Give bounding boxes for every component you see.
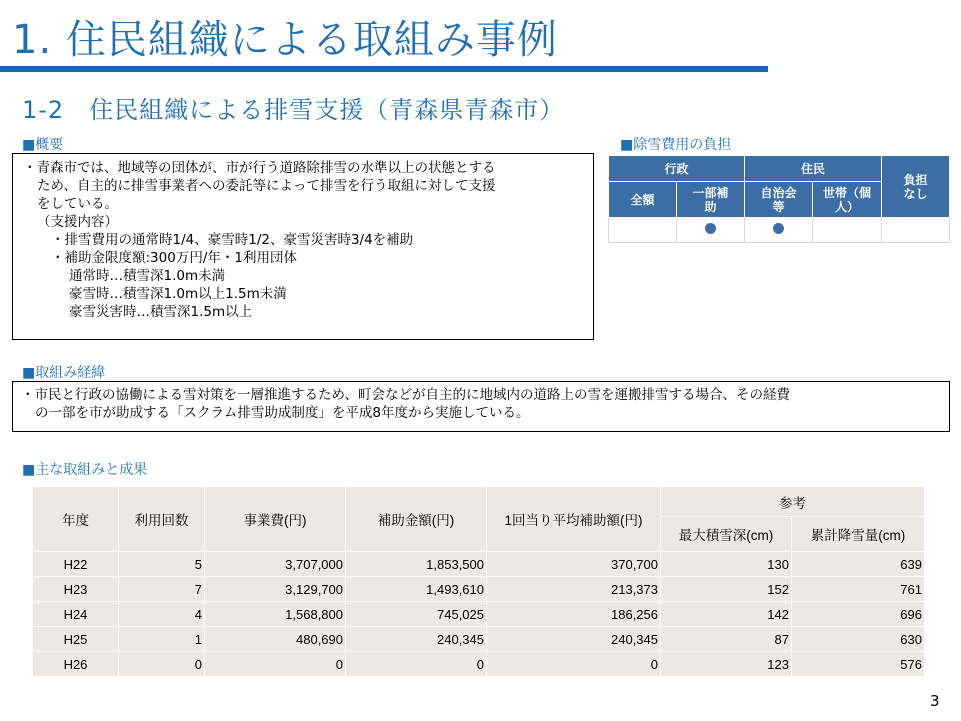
- overview-line: ため、自主的に排雪事業者への委託等によって排雪を行う取組に対して支援: [37, 178, 496, 194]
- data-cell: 630: [792, 627, 925, 652]
- header-max-snow: 最大積雪深(cm): [661, 517, 792, 552]
- burden-cell: [677, 218, 745, 243]
- burden-mark-dot: [705, 223, 716, 234]
- data-cell: 3,129,700: [205, 577, 346, 602]
- data-cell: 370,700: [487, 552, 661, 577]
- header-year: 年度: [33, 487, 119, 552]
- data-cell: 1,853,500: [346, 552, 487, 577]
- table-row: [33, 552, 925, 577]
- data-cell: 213,373: [487, 577, 661, 602]
- overview-line: 豪雪災害時…積雪深1.5m以上: [69, 304, 253, 320]
- data-cell: 745,025: [346, 602, 487, 627]
- overview-line: （支援内容）: [37, 214, 118, 230]
- data-cell: 240,345: [487, 627, 661, 652]
- overview-line: をしている。: [37, 196, 118, 212]
- burden-cell: [609, 218, 677, 243]
- history-line: の一部を市が助成する「スクラム排雪助成制度」を平成8年度から実施している。: [35, 405, 530, 421]
- data-cell: 0: [119, 652, 205, 677]
- overview-box: [12, 153, 594, 340]
- data-cell: 696: [792, 602, 925, 627]
- burden-label: ■除雪費用の負担: [620, 137, 732, 153]
- data-cell: 152: [661, 577, 792, 602]
- data-cell: 0: [487, 652, 661, 677]
- burden-header-res: 住民: [745, 156, 882, 182]
- data-cell: 130: [661, 552, 792, 577]
- data-cell: 1,568,800: [205, 602, 346, 627]
- burden-header-assoc: 自治会等: [745, 182, 813, 218]
- results-table: [32, 486, 925, 677]
- header-total-snow: 累計降雪量(cm): [792, 517, 925, 552]
- page-subtitle: 1-2 住民組織による排雪支援（青森県青森市）: [22, 96, 565, 124]
- data-cell: 3,707,000: [205, 552, 346, 577]
- burden-header-none: 負担なし: [882, 156, 950, 218]
- data-cell: 0: [346, 652, 487, 677]
- data-cell: 123: [661, 652, 792, 677]
- data-cell: 480,690: [205, 627, 346, 652]
- history-box: [12, 381, 950, 432]
- burden-cell: [882, 218, 950, 243]
- page-number: 3: [930, 692, 940, 710]
- data-cell: 576: [792, 652, 925, 677]
- data-cell: 7: [119, 577, 205, 602]
- year-cell: H25: [33, 627, 119, 652]
- header-cost: 事業費(円): [205, 487, 346, 552]
- data-cell: 0: [205, 652, 346, 677]
- data-cell: 240,345: [346, 627, 487, 652]
- overview-line: 通常時…積雪深1.0m未満: [69, 268, 226, 284]
- history-line: ・市民と行政の協働による雪対策を一層推進するため、町会などが自主的に地域内の道路上の雪を運搬排雪する場合、その経費: [21, 387, 790, 403]
- history-label: ■取組み経緯: [22, 365, 106, 381]
- data-cell: 4: [119, 602, 205, 627]
- header-subsidy: 補助金額(円): [346, 487, 487, 552]
- header-avg-subsidy: 1回当り平均補助額(円): [487, 487, 661, 552]
- table-row: [33, 627, 925, 652]
- burden-header-gov: 行政: [609, 156, 745, 182]
- burden-header-full: 全額: [609, 182, 677, 218]
- header-uses: 利用回数: [119, 487, 205, 552]
- table-row: [33, 577, 925, 602]
- overview-label: ■概要: [22, 137, 64, 153]
- data-cell: 1,493,610: [346, 577, 487, 602]
- data-cell: 142: [661, 602, 792, 627]
- data-cell: 186,256: [487, 602, 661, 627]
- overview-line: ・青森市では、地域等の団体が、市が行う道路除排雪の水準以上の状態とする: [23, 160, 496, 176]
- data-cell: 761: [792, 577, 925, 602]
- data-cell: 639: [792, 552, 925, 577]
- overview-line: 豪雪時…積雪深1.0m以上1.5m未満: [69, 286, 287, 302]
- data-cell: 5: [119, 552, 205, 577]
- title-underline: [0, 66, 768, 72]
- year-cell: H23: [33, 577, 119, 602]
- table-row: [33, 652, 925, 677]
- data-cell: 87: [661, 627, 792, 652]
- burden-cell: [745, 218, 813, 243]
- year-cell: H24: [33, 602, 119, 627]
- header-reference: 参考: [661, 487, 925, 517]
- year-cell: H26: [33, 652, 119, 677]
- burden-header-household: 世帯（個人）: [813, 182, 882, 218]
- overview-line: ・排雪費用の通常時1/4、豪雪時1/2、豪雪災害時3/4を補助: [51, 232, 414, 248]
- burden-mark-dot: [773, 223, 784, 234]
- overview-line: ・補助金限度額:300万円/年・1利用団体: [51, 250, 297, 266]
- page-title: 1. 住民組織による取組み事例: [12, 17, 558, 63]
- burden-cell: [813, 218, 882, 243]
- burden-table: [608, 155, 950, 243]
- burden-header-partial: 一部補助: [677, 182, 745, 218]
- data-cell: 1: [119, 627, 205, 652]
- results-label: ■主な取組みと成果: [22, 462, 148, 478]
- table-row: [33, 602, 925, 627]
- year-cell: H22: [33, 552, 119, 577]
